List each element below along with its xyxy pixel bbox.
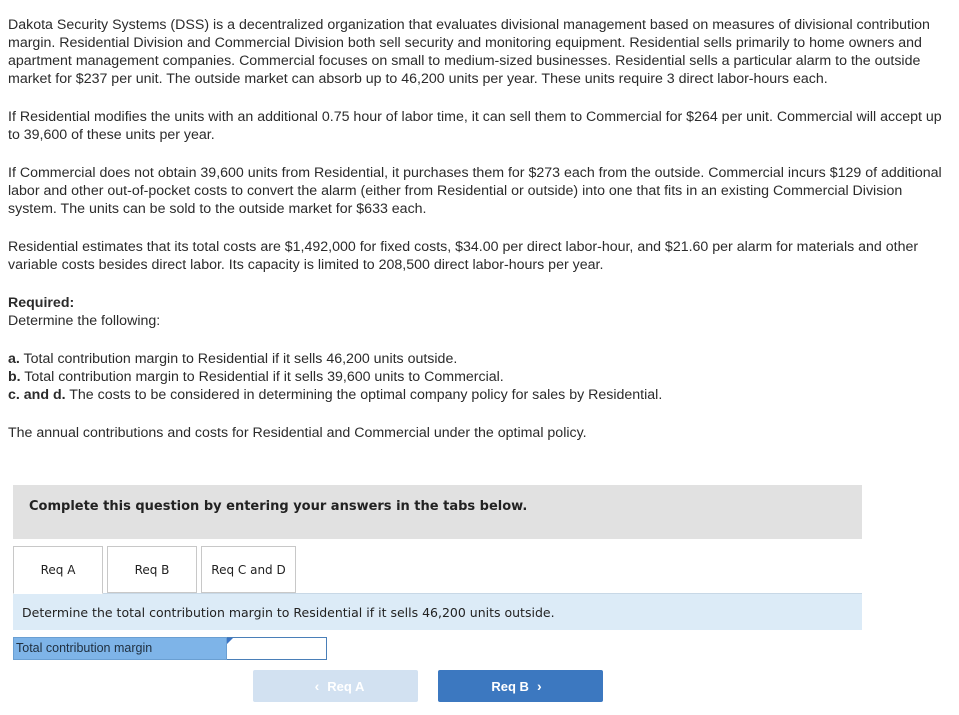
tab-req-a[interactable]: Req A xyxy=(13,546,103,594)
required-instruction: Determine the following: xyxy=(8,313,161,329)
required-closing: The annual contributions and costs for Residential and Commercial under the optimal policy. xyxy=(8,425,587,441)
next-req-button[interactable] xyxy=(438,670,603,702)
chevron-left-icon: ‹ xyxy=(314,678,320,694)
required-item-cd-prefix: c. and d. xyxy=(8,387,66,403)
problem-paragraph-3: If Commercial does not obtain 39,600 units from Residential, it purchases them for $273 each from the outside. Commercial incurs $129 of additional labor and other out-of-pocket costs to convert the alarm (either from Residential or outside) into one that fits in an existing Commercial Division system. The units can be sold to the outside market for $633 each. xyxy=(8,165,942,217)
required-item-b-text: Total contribution margin to Residential if it sells 39,600 units to Commercial. xyxy=(20,369,504,385)
tab-req-c-and-d[interactable]: Req C and D xyxy=(201,546,296,593)
answer-row xyxy=(13,637,327,660)
tab-panel-prompt: Determine the total contribution margin to Residential if it sells 46,200 units outside. xyxy=(13,593,862,630)
required-item-b-prefix: b. xyxy=(8,369,21,385)
required-item-a-text: Total contribution margin to Residential if it sells 46,200 units outside. xyxy=(19,351,458,367)
required-item-cd-text: The costs to be considered in determining the optimal company policy for sales by Residential. xyxy=(65,387,663,403)
required-heading-text: Required: xyxy=(8,295,75,311)
chevron-right-icon: › xyxy=(536,678,542,694)
total-contribution-margin-cell[interactable] xyxy=(227,637,327,660)
total-contribution-margin-input[interactable] xyxy=(227,638,326,659)
total-contribution-margin-label: Total contribution margin xyxy=(13,637,227,660)
required-heading xyxy=(8,294,953,312)
instructions-banner: Complete this question by entering your answers in the tabs below. xyxy=(13,485,862,539)
problem-paragraph-4: Residential estimates that its total costs are $1,492,000 for fixed costs, $34.00 per direct labor-hour, and $21.60 per alarm for materials and other variable costs besides direct labor. Its capacity is limited to 208,500 direct labor-hours per year. xyxy=(8,239,919,273)
required-item-b xyxy=(8,368,953,386)
required-item-a-prefix: a. xyxy=(8,351,20,367)
next-req-label: Req B xyxy=(491,678,529,694)
prev-req-label: Req A xyxy=(327,678,365,694)
prev-req-button[interactable] xyxy=(253,670,418,702)
problem-paragraph-1: Dakota Security Systems (DSS) is a decentralized organization that evaluates divisional management based on measures of divisional contribution margin. Residential Division and Commercial Division both sell security and monitoring equipment. Residential sells primarily to home owners and apartment management companies. Commercial focuses on small to medium-sized businesses. Residential sells a particular alarm to the outside market for $237 per unit. The outside market can absorb up to 46,200 units per year. These units require 3 direct labor-hours each. xyxy=(8,17,930,87)
tab-req-b[interactable]: Req B xyxy=(107,546,197,593)
problem-paragraph-2: If Residential modifies the units with an additional 0.75 hour of labor time, it can sell them to Commercial for $264 per unit. Commercial will accept up to 39,600 of these units per year. xyxy=(8,109,942,143)
required-item-a xyxy=(8,350,953,368)
required-item-cd xyxy=(8,386,953,404)
problem-statement xyxy=(8,16,953,462)
tab-bar xyxy=(13,546,300,594)
